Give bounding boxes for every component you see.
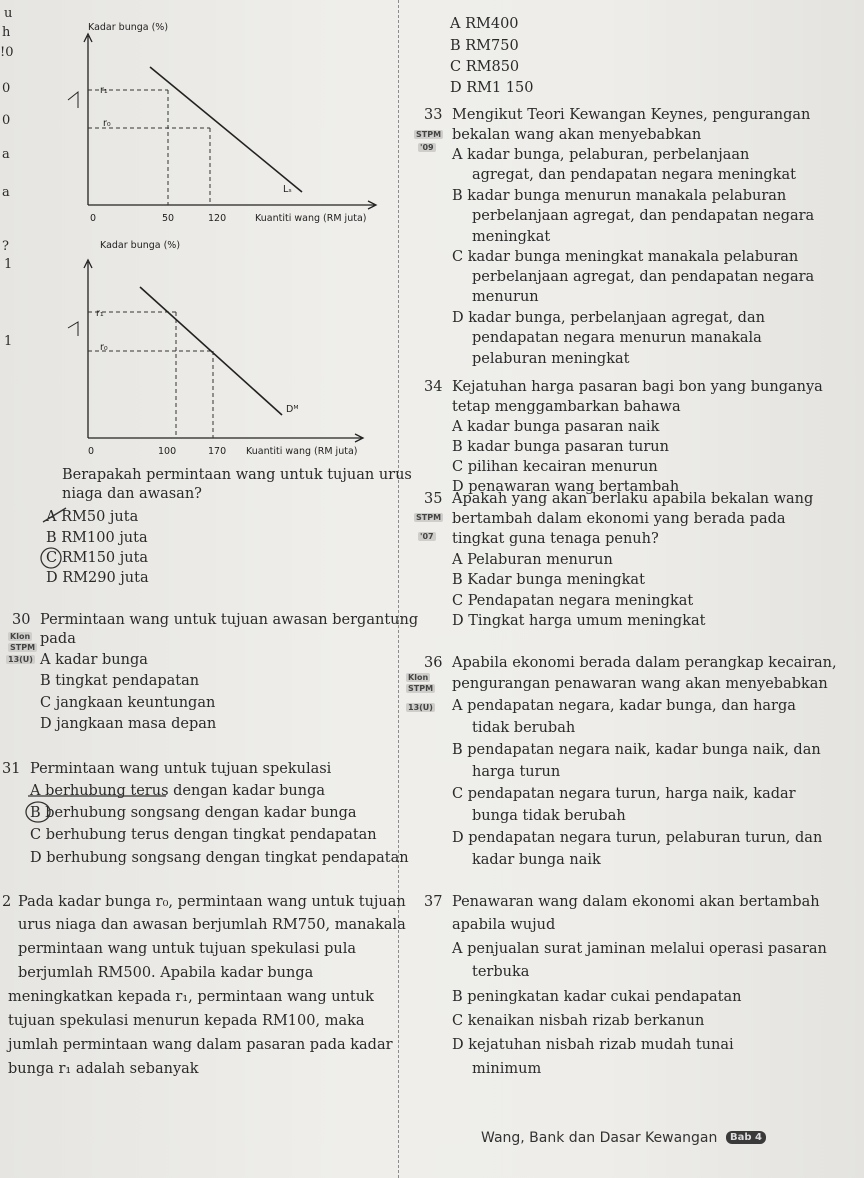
q36-option[interactable]: B pendapatan negara naik, kadar bunga naik, dan [452,742,821,758]
q29-option[interactable]: D RM290 juta [46,570,149,586]
q33-option[interactable]: A kadar bunga, pelaburan, perbelanjaan [452,147,750,163]
chart2-ylabel: Kadar bunga (%) [100,240,181,251]
chapter-footer: Wang, Bank dan Dasar Kewangan [481,1130,718,1146]
q34-option[interactable]: C pilihan kecairan menurun [452,459,658,475]
q33-option[interactable]: C kadar bunga meningkat manakala pelaburan [452,249,799,265]
q32-option[interactable]: D RM1 150 [450,80,534,96]
q37-option[interactable]: B peningkatan kadar cukai pendapatan [452,989,742,1005]
q31-option[interactable]: D berhubung songsang dengan tingkat pendapatan [30,850,409,866]
q32-line: bunga r₁ adalah sebanyak [8,1061,199,1077]
q32-line: Pada kadar bunga r₀, permintaan wang untuk tujuan [18,894,406,910]
q35-line: bertambah dalam ekonomi yang berada pada [452,511,786,527]
chart2-r1: r₁ [96,308,104,319]
q36-option[interactable]: D pendapatan negara turun, pelaburan turun, dan [452,830,823,846]
chart1-r1: r₁ [100,85,108,96]
q37-line: apabila wujud [452,917,556,933]
ls-curve [150,67,302,192]
klon-badge: Klon [10,632,31,641]
q33-line: pendapatan negara menurun manakala [472,330,762,346]
q36-option[interactable]: A pendapatan negara, kadar bunga, dan harga [452,698,796,714]
q37-option[interactable]: D kejatuhan nisbah rizab mudah tunai [452,1037,734,1053]
margin-fragment: a [2,185,10,200]
margin-fragment: a [2,147,10,162]
q35-line: tingkat guna tenaga penuh? [452,531,659,547]
margin-fragment: ? [2,239,9,254]
q32-line: tujuan spekulasi menurun kepada RM100, maka [8,1013,365,1029]
q37-number: 37 [424,894,443,910]
q37-line: terbuka [472,964,530,980]
q34-option[interactable]: B kadar bunga pasaran turun [452,439,669,455]
chart1-x0: 0 [90,213,97,224]
q33-line: agregat, dan pendapatan negara meningkat [472,167,796,183]
q30-stem: pada [40,631,76,647]
year-badge: 13(U) [408,703,433,712]
q31-option[interactable]: B berhubung songsang dengan kadar bunga [30,805,357,821]
q31-option[interactable]: C berhubung terus dengan tingkat pendapatan [30,827,377,843]
chapter-badge: Bab 4 [726,1131,766,1144]
year-badge: '07 [420,532,434,541]
chart1-x1: 50 [162,213,175,224]
chart1-xlabel: Kuantiti wang (RM juta) [255,213,367,224]
year-badge: 13(U) [8,655,33,664]
q37-stem: Penawaran wang dalam ekonomi akan bertambah [452,894,820,910]
money-demand-diagram [0,230,400,460]
q32-line: urus niaga dan awasan berjumlah RM750, manakala [18,917,406,933]
margin-fragment: 1 [4,257,13,272]
pen-mark [40,505,70,527]
q32-option[interactable]: B RM750 [450,38,519,54]
q33-line: meningkat [472,229,551,245]
circled-answer-mark [24,800,54,824]
q36-stem: Apabila ekonomi berada dalam perangkap kecairan, [452,655,837,671]
q34-option[interactable]: A kadar bunga pasaran naik [452,419,660,435]
q35-number: 35 [424,491,443,507]
stpm-badge: STPM [416,513,442,522]
q33-option[interactable]: B kadar bunga menurun manakala pelaburan [452,188,787,204]
chart1-r0: r₀ [103,118,111,129]
q37-line: minimum [472,1061,542,1077]
q36-line: kadar bunga naik [472,852,601,868]
q35-stem: Apakah yang akan berlaku apabila bekalan wang [452,491,814,507]
q29-option[interactable]: A RM50 juta [46,509,139,525]
q36-number: 36 [424,655,443,671]
chart2-xlabel: Kuantiti wang (RM juta) [246,446,358,457]
q31-number: 31 [2,761,21,777]
q33-stem: Mengikut Teori Kewangan Keynes, pengurangan [452,107,811,123]
q30-option[interactable]: B tingkat pendapatan [40,673,200,689]
q30-option[interactable]: C jangkaan keuntungan [40,695,216,711]
q33-option[interactable]: D kadar bunga, perbelanjaan agregat, dan [452,310,765,326]
q35-option[interactable]: B Kadar bunga meningkat [452,572,645,588]
margin-fragment: !0 [0,45,14,60]
q30-stem: Permintaan wang untuk tujuan awasan bergantung [40,612,419,628]
q29-option[interactable]: C RM150 juta [46,550,149,566]
q32-option[interactable]: C RM850 [450,59,520,75]
q32-line: permintaan wang untuk tujuan spekulasi pula [18,941,357,957]
q32-line: jumlah permintaan wang dalam pasaran pada kadar [8,1037,393,1053]
q32-line: berjumlah RM500. Apabila kadar bunga [18,965,314,981]
margin-fragment: 1 [4,334,13,349]
q29-stem: Berapakah permintaan wang untuk tujuan urus [62,467,412,483]
q30-option[interactable]: A kadar bunga [40,652,148,668]
liquidity-supply-diagram [0,0,400,224]
q35-option[interactable]: A Pelaburan menurun [452,552,613,568]
margin-fragment: h [2,25,11,40]
q36-line: harga turun [472,764,561,780]
q36-line: bunga tidak berubah [472,808,626,824]
year-badge: '09 [420,143,434,152]
chart2-curve-label: Dᴹ [286,404,299,415]
q34-line: tetap menggambarkan bahawa [452,399,681,415]
chart2-x2: 170 [208,446,227,457]
q34-stem: Kejatuhan harga pasaran bagi bon yang bunganya [452,379,823,395]
klon-badge: Klon [408,673,429,682]
circled-answer-mark [39,546,65,570]
margin-arrow [68,92,78,108]
chart1-ylabel: Kadar bunga (%) [88,22,169,33]
q37-option[interactable]: C kenaikan nisbah rizab berkanun [452,1013,705,1029]
q37-option[interactable]: A penjualan surat jaminan melalui operasi pasaran [452,941,827,957]
q36-option[interactable]: C pendapatan negara turun, harga naik, kadar [452,786,796,802]
chart2-x1: 100 [158,446,177,457]
q32-number: 2 [2,894,12,910]
chart2-x0: 0 [88,446,95,457]
q31-option[interactable]: A berhubung terus dengan kadar bunga [30,783,325,799]
q35-option[interactable]: C Pendapatan negara meningkat [452,593,694,609]
stpm-badge: STPM [10,643,36,652]
chart1-curve-label: Lₛ [283,184,292,195]
q33-line: bekalan wang akan menyebabkan [452,127,702,143]
q32-option[interactable]: A RM400 [450,16,519,32]
margin-fragment: 0 [2,113,11,128]
stpm-badge: STPM [408,684,434,693]
q33-line: perbelanjaan agregat, dan pendapatan negara [472,208,815,224]
q30-option[interactable]: D jangkaan masa depan [40,716,217,732]
q31-stem: Permintaan wang untuk tujuan spekulasi [30,761,332,777]
q36-line: pengurangan penawaran wang akan menyebabkan [452,676,828,692]
chart2-r0: r₀ [100,342,108,353]
stpm-badge: STPM [416,130,442,139]
q33-number: 33 [424,107,443,123]
q34-number: 34 [424,379,443,395]
chart1-x2: 120 [208,213,227,224]
q29-option[interactable]: B RM100 juta [46,530,148,546]
q33-line: pelaburan meningkat [472,351,630,367]
margin-fragment: u [4,6,13,21]
q36-line: tidak berubah [472,720,576,736]
q32-line: meningkatkan kepada r₁, permintaan wang untuk [8,989,374,1005]
q33-line: menurun [472,289,539,305]
q34-option[interactable]: D penawaran wang bertambah [452,479,680,495]
q33-line: perbelanjaan agregat, dan pendapatan negara [472,269,815,285]
margin-fragment: 0 [2,81,11,96]
margin-arrow [68,322,78,336]
q35-option[interactable]: D Tingkat harga umum meningkat [452,613,706,629]
q29-stem: niaga dan awasan? [62,486,202,502]
q30-number: 30 [12,612,31,628]
